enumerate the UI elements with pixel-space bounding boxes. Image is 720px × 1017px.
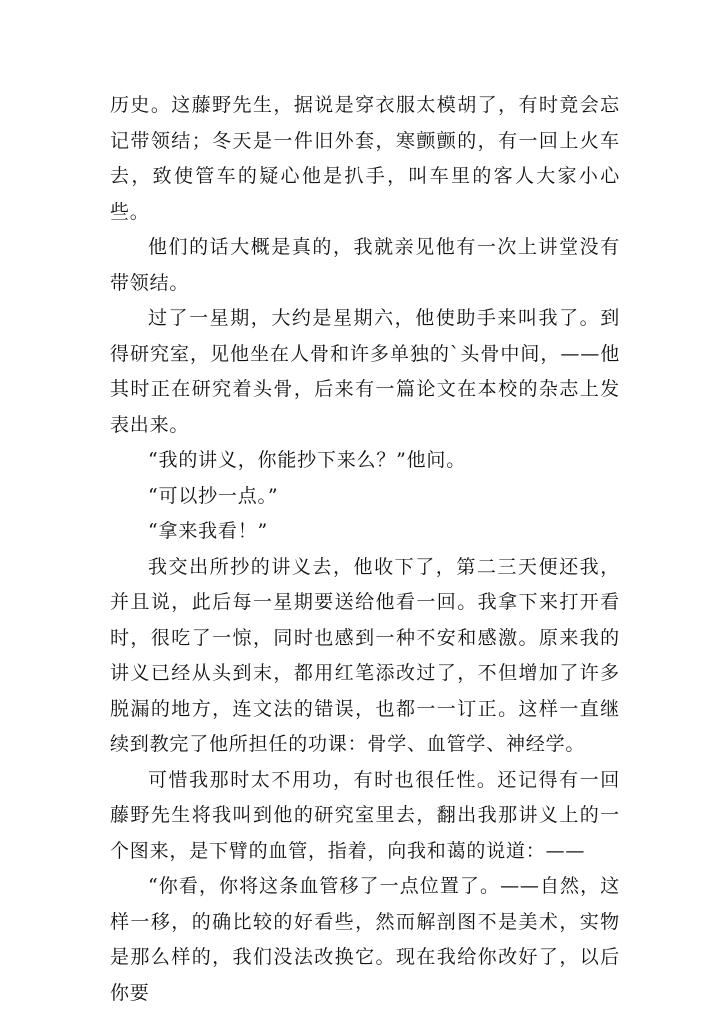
- paragraph-7: 我交出所抄的讲义去，他收下了，第二三天便还我，并且说，此后每一星期要送给他看一回。我拿下来打开看时，很吃了一惊，同时也感到一种不安和感激。原来我的讲义已经从头到末，都用红笔添改过了，不但增加了许多脱漏的地方，连文法的错误，也都一一订正。这样一直继续到教完了他所担任的功课：骨学、血管学、神经学。: [110, 555, 620, 755]
- paragraph-2: 他们的话大概是真的，我就亲见他有一次上讲堂没有带领结。: [110, 236, 620, 294]
- paragraph-5-dialogue: “可以抄一点。”: [148, 484, 279, 507]
- paragraph-6-dialogue: “拿来我看！”: [148, 520, 269, 542]
- paragraph-9-dialogue: “你看，你将这条血管移了一点位置了。——自然，这样一移，的确比较的好看些，然而解剖图不是美术，实物是那么样的，我们没法改换它。现在我给你改好了，以后你要: [110, 875, 620, 1004]
- article-body: [110, 88, 620, 1011]
- paragraph-1: 历史。这藤野先生，据说是穿衣服太模胡了，有时竟会忘记带领结；冬天是一件旧外套，寒颤颤的，有一回上火车去，致使管车的疑心他是扒手，叫车里的客人大家小心些。: [110, 94, 620, 223]
- paragraph-3: 过了一星期，大约是星期六，他使助手来叫我了。到得研究室，见他坐在人骨和许多单独的`头骨中间，——他其时正在研究着头骨，后来有一篇论文在本校的杂志上发表出来。: [110, 307, 620, 436]
- paragraph-8: 可惜我那时太不用功，有时也很任性。还记得有一回藤野先生将我叫到他的研究室里去，翻出我那讲义上的一个图来，是下臂的血管，指着，向我和蔼的说道：——: [110, 768, 620, 862]
- paragraph-4-dialogue: “我的讲义，你能抄下来么？”他问。: [148, 449, 467, 471]
